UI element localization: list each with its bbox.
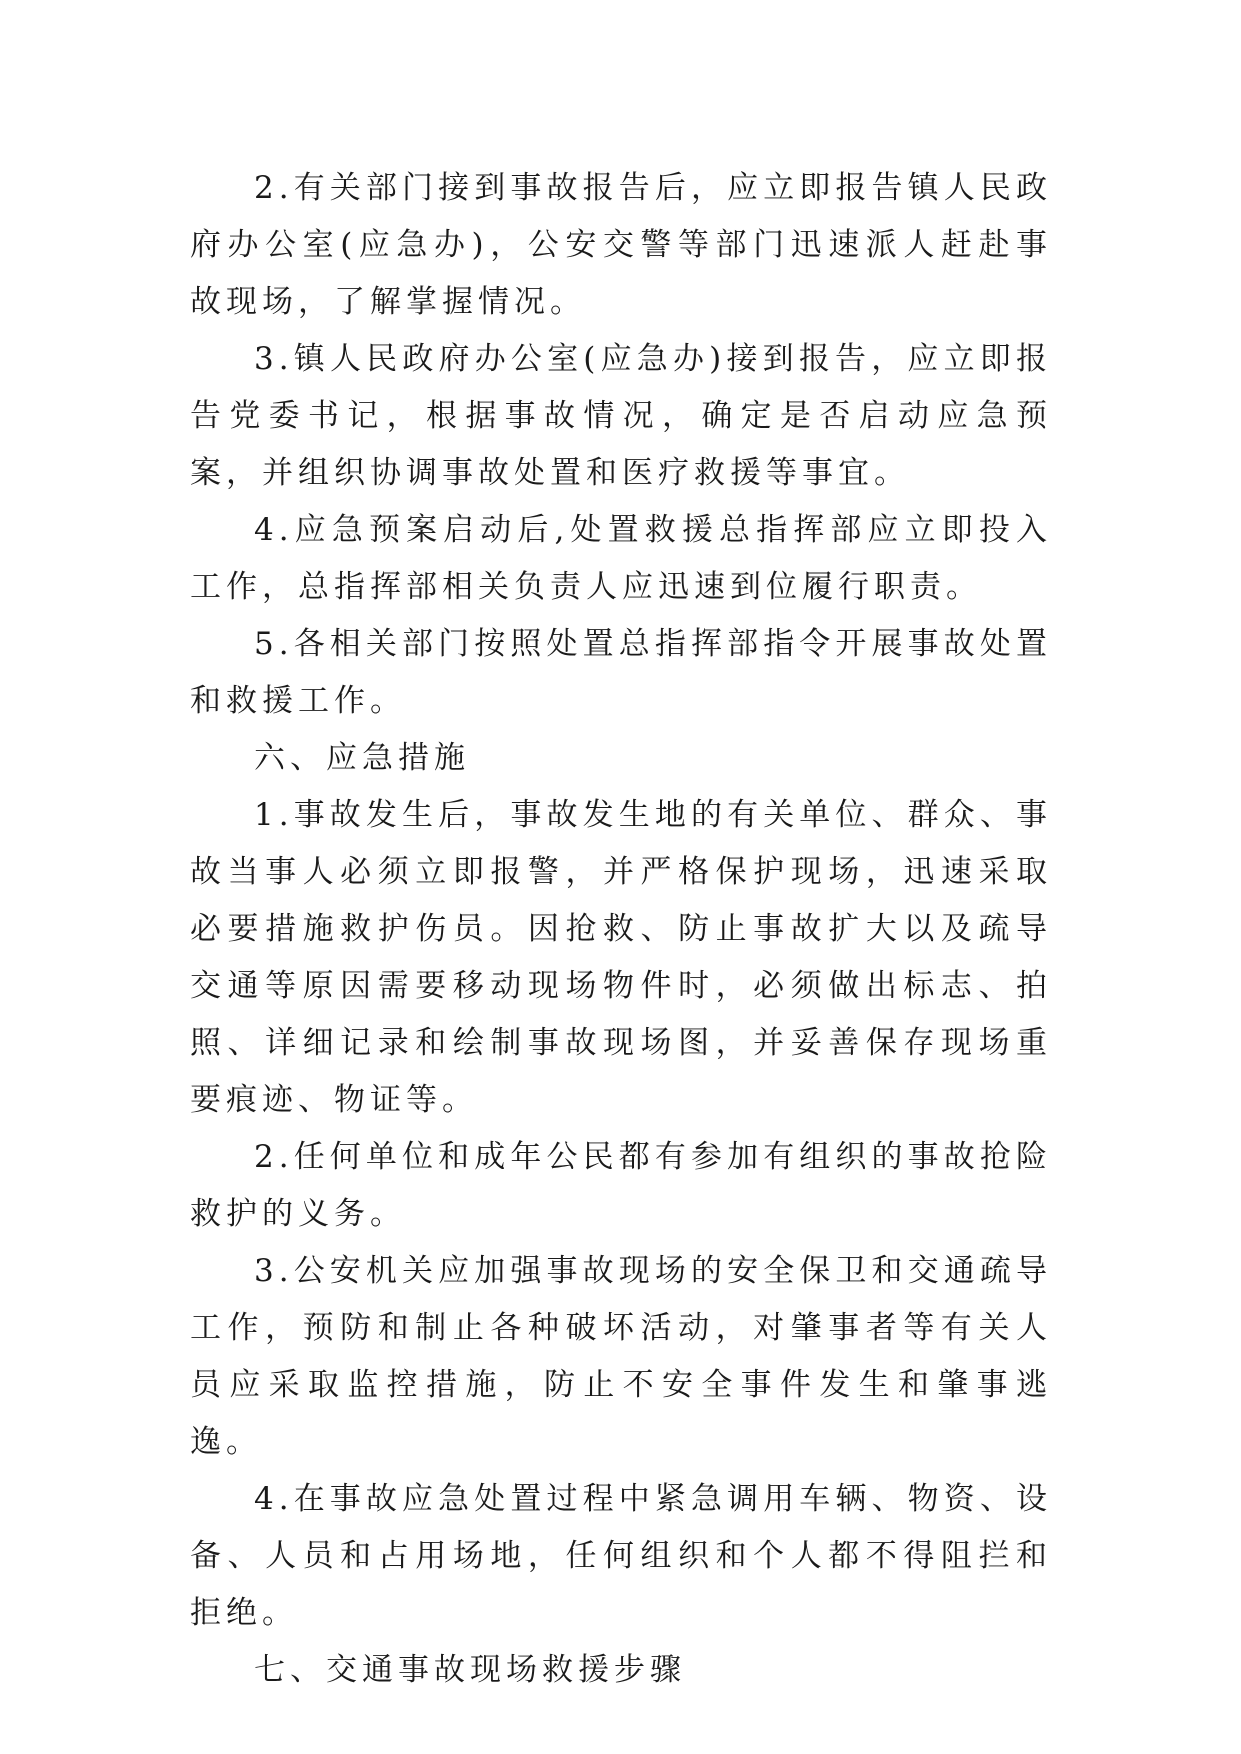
document-body — [190, 160, 1052, 1699]
paragraph-police-security: 3.公安机关应加强事故现场的安全保卫和交通疏导工作，预防和制止各种破坏活动，对肇事者等有关人员应采取监控措施，防止不安全事件发生和肇事逃逸。 — [190, 1253, 1052, 1460]
paragraph-requisition: 4.在事故应急处置过程中紧急调用车辆、物资、设备、人员和占用场地，任何组织和个人都不得阻拦和拒绝。 — [190, 1481, 1052, 1631]
section-heading-rescue-steps: 七、交通事故现场救援步骤 — [254, 1652, 686, 1688]
paragraph-command-start: 4.应急预案启动后,处置救援总指挥部应立即投入工作，总指挥部相关负责人应迅速到位履行职责。 — [190, 512, 1052, 605]
paragraph-protect-scene: 1.事故发生后，事故发生地的有关单位、群众、事故当事人必须立即报警，并严格保护现场，迅速采取必要措施救护伤员。因抢救、防止事故扩大以及疏导交通等原因需要移动现场物件时，必须做出标志、拍照、详细记录和绘制事故现场图，并妥善保存现场重要痕迹、物证等。 — [190, 797, 1052, 1118]
paragraph-departments-rescue: 5.各相关部门按照处置总指挥部指令开展事故处置和救援工作。 — [190, 626, 1052, 719]
section-heading-emergency-measures: 六、应急措施 — [254, 740, 470, 776]
paragraph-report-to-office: 2.有关部门接到事故报告后，应立即报告镇人民政府办公室(应急办)，公安交警等部门迅速派人赶赴事故现场，了解掌握情况。 — [190, 170, 1052, 320]
paragraph-citizen-duty: 2.任何单位和成年公民都有参加有组织的事故抢险救护的义务。 — [190, 1139, 1052, 1232]
paragraph-report-to-secretary: 3.镇人民政府办公室(应急办)接到报告，应立即报告党委书记，根据事故情况，确定是否启动应急预案，并组织协调事故处置和医疗救援等事宜。 — [190, 341, 1052, 491]
